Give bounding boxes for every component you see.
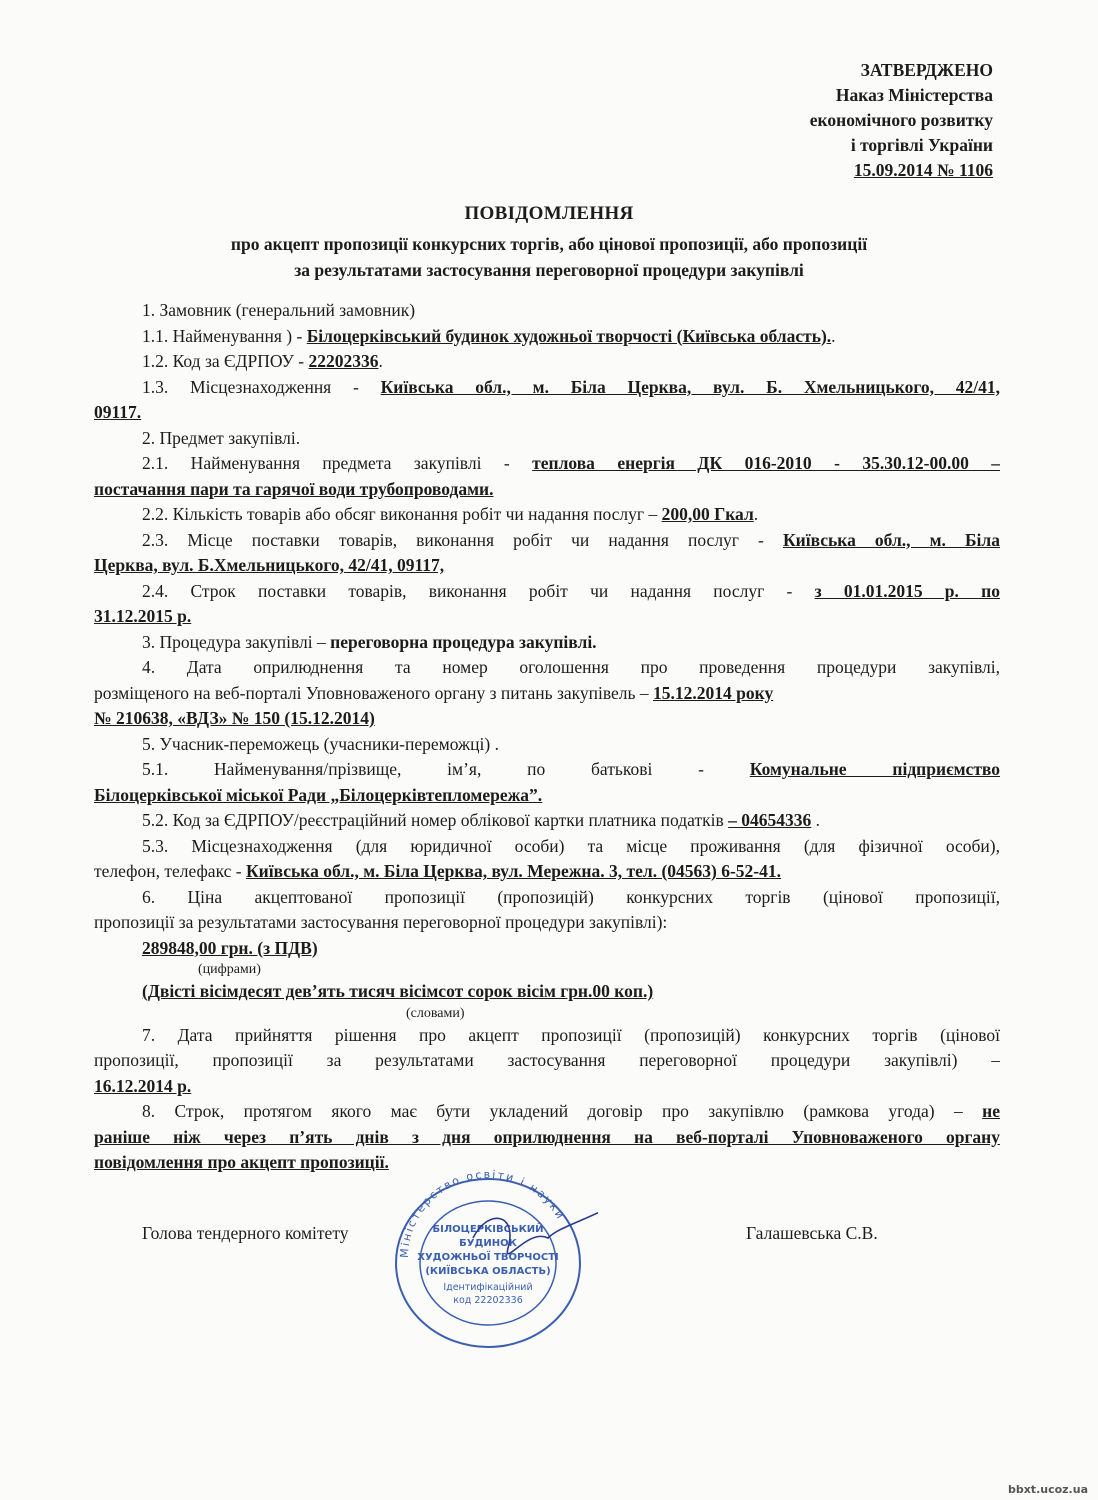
item-2: 2. Предмет закупівлі. xyxy=(142,427,301,448)
svg-text:код 22202336: код 22202336 xyxy=(453,1295,523,1306)
publication-date: 15.12.2014 року xyxy=(653,682,774,703)
item-5-3-cont: телефон, телефакс - Київська обл., м. Біла Церква, вул. Мережна. 3, тел. (04563) 6-52-41. xyxy=(94,861,781,881)
subtitle-line-2: за результатами застосування переговорної процедури закупівлі xyxy=(294,260,804,280)
delivery-place: Київська обл., м. Біла xyxy=(782,529,1000,550)
approval-ministry-2: і торгівлі України xyxy=(850,135,993,155)
signature-name: Галашевська С.В. xyxy=(746,1223,878,1243)
price-digits: 289848,00 грн. (з ПДВ) xyxy=(142,937,318,958)
customer-address: Київська обл., м. Біла Церква, вул. Б. Хмельницького, 42/41, xyxy=(380,376,1000,397)
stamp-icon xyxy=(378,1168,598,1348)
price-words: (Двісті вісімдесят дев’ять тисяч вісімсот сорок вісім грн.00 коп.) xyxy=(142,981,654,1001)
item-5-1: 5.1. Найменування/прізвище, ім’я, по батькові - Комунальне підприємство xyxy=(142,759,1000,779)
item-1: 1. Замовник (генеральний замовник) xyxy=(142,300,416,320)
item-7-cont-2 xyxy=(94,1074,1000,1100)
customer-code: 22202336 xyxy=(308,351,379,371)
winner-address: Київська обл., м. Біла Церква, вул. Мережна. 3, тел. (04563) 6-52-41. xyxy=(245,861,781,881)
winner-code: – 04654336 xyxy=(728,810,812,830)
item-1-2: 1.2. Код за ЄДРПОУ - 22202336. xyxy=(142,351,383,371)
item-1-3-cont: 09117. xyxy=(94,402,142,422)
item-2-2: 2.2. Кількість товарів або обсяг виконання робіт чи надання послуг – 200,00 Гкал. xyxy=(142,504,759,524)
decision-date: 16.12.2014 р. xyxy=(94,1075,192,1096)
item-8-cont: раніше ніж через п’ять днів з дня оприлюднення на веб-порталі Уповноваженого органу xyxy=(94,1126,1000,1147)
signature-title: Голова тендерного комітету xyxy=(142,1223,349,1243)
item-7-cont: пропозиції, пропозиції за результатами застосування переговорної процедури закупівлі) – xyxy=(94,1050,1000,1070)
item-5-1-cont: Білоцерківської міської Ради „Білоцерківтепломережа”. xyxy=(94,784,543,805)
svg-text:Міністерство освіти і науки: Міністерство освіти і науки xyxy=(397,1168,568,1259)
svg-text:БІЛОЦЕРКІВСЬКИЙ: БІЛОЦЕРКІВСЬКИЙ xyxy=(432,1224,544,1235)
item-5-2: 5.2. Код за ЄДРПОУ/реєстраційний номер облікової картки платника податків – 04654336 . xyxy=(142,810,821,830)
procedure-type: переговорна процедура закупівлі. xyxy=(330,631,597,652)
item-2-1: 2.1. Найменування предмета закупівлі - теплова енергія ДК 016-2010 - 35.30.12-00.00 – xyxy=(142,453,1000,473)
customer-name: Білоцерківський будинок художньої творчості (Київська область). xyxy=(306,325,832,346)
item-2-3-cont: Церква, вул. Б.Хмельницького, 42/41, 09117, xyxy=(94,555,445,575)
item-4-cont-2 xyxy=(94,706,1000,732)
words-note: (словами) xyxy=(406,1005,465,1021)
item-6-cont: пропозиції за результатами застосування переговорної процедури закупівлі): xyxy=(94,912,668,932)
item-4: 4. Дата оприлюднення та номер оголошення про проведення процедури закупівлі, xyxy=(142,657,1000,677)
approval-block xyxy=(810,58,993,183)
document-subtitle xyxy=(0,231,1098,283)
subject-name: теплова енергія ДК 016-2010 - 35.30.12-00.00 – xyxy=(532,453,1000,473)
item-2-4: 2.4. Строк поставки товарів, виконання робіт чи надання послуг - з 01.01.2015 р. по xyxy=(142,580,1000,601)
document-title: ПОВІДОМЛЕННЯ xyxy=(464,203,634,224)
item-6: 6. Ціна акцептованої пропозиції (пропозицій) конкурсних торгів (цінової пропозиції, xyxy=(142,886,1000,907)
item-7: 7. Дата прийняття рішення про акцепт пропозиції (пропозицій) конкурсних торгів (цінової xyxy=(142,1024,1000,1045)
approval-date-number: 15.09.2014 № 1106 xyxy=(853,160,993,180)
svg-text:(КИЇВСЬКА ОБЛАСТЬ): (КИЇВСЬКА ОБЛАСТЬ) xyxy=(425,1266,551,1277)
item-5-3: 5.3. Місцезнаходження (для юридичної особи) та місце проживання (для фізичної особи), xyxy=(142,835,1000,856)
svg-text:ХУДОЖНЬОЇ ТВОРЧОСТІ: ХУДОЖНЬОЇ ТВОРЧОСТІ xyxy=(417,1252,559,1263)
item-1-3: 1.3. Місцезнаходження - Київська обл., м. Біла Церква, вул. Б. Хмельницького, 42/41, xyxy=(142,376,1000,397)
digits-note: (цифрами) xyxy=(198,962,261,977)
winner-name: Комунальне підприємство xyxy=(749,759,1000,779)
item-1-1: 1.1. Найменування ) - Білоцерківський будинок художньої творчості (Київська область).. xyxy=(142,325,836,346)
approval-order: Наказ Міністерства xyxy=(835,85,993,105)
svg-text:БУДИНОК: БУДИНОК xyxy=(459,1238,517,1249)
item-2-1-cont: постачання пари та гарячої води трубопроводами. xyxy=(94,478,494,499)
announcement-number: № 210638, «ВДЗ» № 150 (15.12.2014) xyxy=(94,708,375,728)
approval-title: ЗАТВЕРДЖЕНО xyxy=(860,60,993,80)
item-2-4-cont: 31.12.2015 р. xyxy=(94,606,192,626)
svg-text:Ідентифікаційний: Ідентифікаційний xyxy=(443,1282,533,1293)
approval-ministry: економічного розвитку xyxy=(809,110,993,130)
watermark: bbxt.ucoz.ua xyxy=(1007,1483,1088,1496)
item-8-cont-2: повідомлення про акцепт пропозиції. xyxy=(94,1152,389,1172)
quantity: 200,00 Гкал xyxy=(661,504,754,524)
item-3: 3. Процедура закупівлі – переговорна процедура закупівлі. xyxy=(142,631,597,652)
official-stamp xyxy=(378,1168,598,1353)
document-body xyxy=(94,298,1000,1176)
delivery-term: з 01.01.2015 р. по xyxy=(814,580,1000,601)
item-2-3: 2.3. Місце поставки товарів, виконання робіт чи надання послуг - Київська обл., м. Біла xyxy=(142,529,1000,550)
item-8: 8. Строк, протягом якого має бути укладений договір про закупівлю (рамкова угода) – не xyxy=(142,1101,1000,1121)
item-5: 5. Учасник-переможець (учасники-переможці) . xyxy=(142,733,499,754)
subtitle-line-1: про акцепт пропозиції конкурсних торгів, або цінової пропозиції, або пропозиції xyxy=(230,234,868,254)
item-4-cont: розміщеного на веб-порталі Уповноваженого органу з питань закупівель – 15.12.2014 року xyxy=(94,682,774,703)
